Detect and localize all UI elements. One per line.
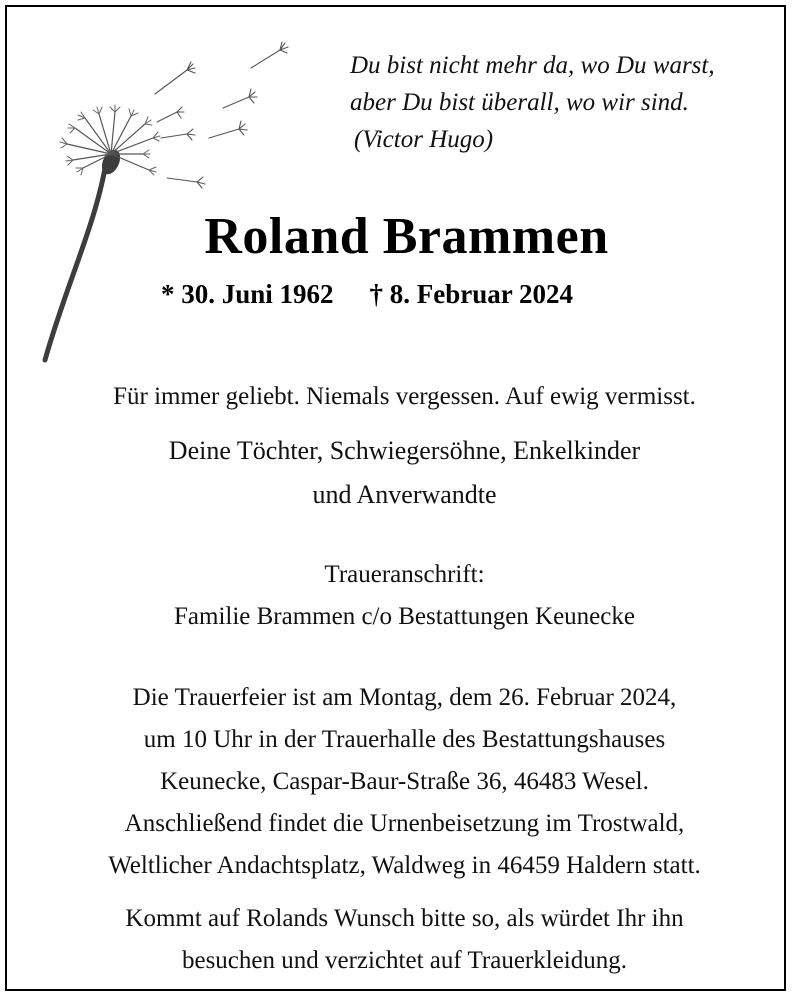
- family-signature: [7, 429, 795, 517]
- death-date: † 8. Februar 2024: [369, 279, 574, 309]
- ceremony-details: [7, 677, 795, 887]
- quote-line: Du bist nicht mehr da, wo Du warst,: [350, 52, 715, 79]
- address-label: Traueranschrift:: [324, 561, 485, 588]
- family-line: Deine Töchter, Schwiegersöhne, Enkelkinder: [168, 436, 641, 465]
- quote: [350, 47, 790, 158]
- mourning-address: [7, 554, 795, 638]
- deceased-name-text: Roland Brammen: [204, 208, 609, 265]
- quote-author: (Victor Hugo): [354, 126, 494, 153]
- request-line: Kommt auf Rolands Wunsch bitte so, als würdet Ihr ihn: [125, 905, 684, 932]
- family-line: und Anverwandte: [312, 480, 497, 509]
- dress-request: [7, 898, 795, 982]
- ceremony-line: Die Trauerfeier ist am Montag, dem 26. Februar 2024,: [132, 684, 677, 711]
- request-line: besuchen und verzichtet auf Trauerkleidung.: [181, 947, 627, 974]
- birth-date: * 30. Juni 1962: [161, 279, 334, 309]
- address-value: Familie Brammen c/o Bestattungen Keunecke: [174, 603, 635, 630]
- dandelion-icon: [27, 32, 357, 367]
- quote-line: aber Du bist überall, wo wir sind.: [350, 89, 689, 116]
- ceremony-line: Keunecke, Caspar-Baur-Straße 36, 46483 Wesel.: [160, 768, 649, 795]
- deceased-name: [7, 207, 795, 266]
- tagline-text: Für immer geliebt. Niemals vergessen. Auf ewig vermisst.: [113, 383, 696, 410]
- life-dates: [161, 279, 573, 310]
- ceremony-line: Anschließend findet die Urnenbeisetzung im Trostwald,: [124, 810, 685, 837]
- ceremony-line: um 10 Uhr in der Trauerhalle des Bestattungshauses: [143, 726, 666, 753]
- ceremony-line: Weltlicher Andachtsplatz, Waldweg in 46459 Haldern statt.: [108, 852, 701, 879]
- tagline: [7, 376, 795, 418]
- obituary-notice: [5, 5, 786, 991]
